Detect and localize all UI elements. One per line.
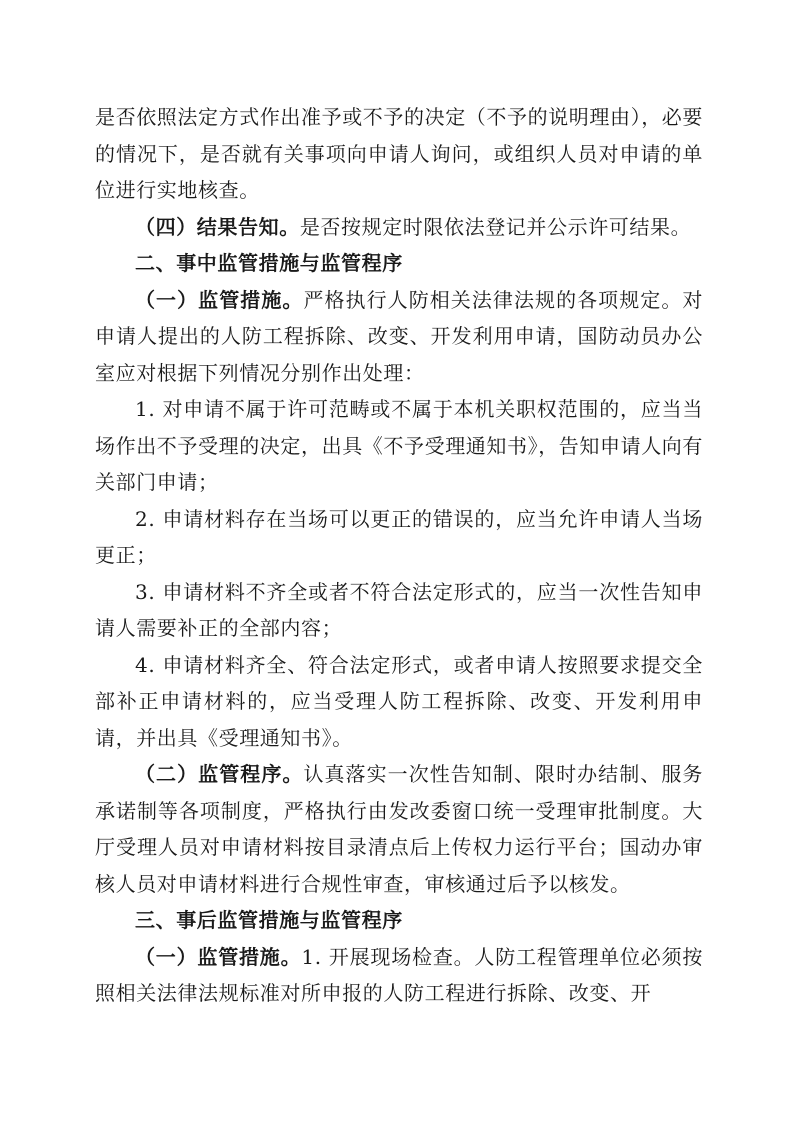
- paragraph-lead: （一）监管措施。: [135, 944, 302, 969]
- list-item-3: [95, 574, 703, 647]
- section-heading-post-process: 三、事后监管措施与监管程序: [135, 908, 403, 932]
- list-item-4: [95, 647, 703, 757]
- paragraph-text: 是否按规定时限依法登记并公示许可结果。: [299, 214, 692, 239]
- list-item-1: [95, 391, 703, 501]
- paragraph-text: 是否依照法定方式作出准予或不予的决定（不予的说明理由），必要的情况下，是否就有关事项向申请人询问，或组织人员对申请的单位进行实地核查。: [95, 105, 703, 202]
- paragraph-result-notice: [95, 209, 703, 246]
- paragraph-post-measures: [95, 939, 703, 1012]
- paragraph-procedure: [95, 756, 703, 902]
- paragraph-text: 认真落实一次性告知制、限时办结制、服务承诺制等各项制度，严格执行由发改委窗口统一受理审批制度。大厅受理人员对申请材料按目录清点后上传权力运行平台；国动办审核人员对申请材料进行合规性审查，审核通过后予以核发。: [95, 762, 703, 896]
- list-item-2: [95, 501, 703, 574]
- list-item-text: 1. 对申请不属于许可范畴或不属于本机关职权范围的，应当当场作出不予受理的决定，出具《不予受理通知书》，告知申请人向有关部门申请；: [95, 397, 703, 494]
- paragraph-lead: （二）监管程序。: [135, 762, 304, 786]
- paragraph-continuation: [95, 99, 703, 209]
- list-item-text: 4. 申请材料齐全、符合法定形式，或者申请人按照要求提交全部补正申请材料的，应当受理人防工程拆除、改变、开发利用申请，并出具《受理通知书》。: [95, 652, 703, 750]
- section-heading-in-process: 二、事中监管措施与监管程序: [135, 251, 403, 275]
- paragraph-measures: [95, 282, 703, 392]
- paragraph-lead: （一）监管措施。: [135, 287, 304, 312]
- document-page: [95, 99, 703, 1012]
- list-item-text: 3. 申请材料不齐全或者不符合法定形式的，应当一次性告知申请人需要补正的全部内容；: [95, 579, 703, 640]
- list-item-text: 2. 申请材料存在当场可以更正的错误的，应当允许申请人当场更正；: [95, 506, 703, 567]
- paragraph-text: 1. 开展现场检查。人防工程管理单位必须按照相关法律法规标准对所申报的人防工程进行拆除、改变、开: [95, 944, 703, 1005]
- paragraph-lead: （四）结果告知。: [135, 214, 300, 239]
- paragraph-text: 严格执行人防相关法律法规的各项规定。对申请人提出的人防工程拆除、改变、开发利用申请，国防动员办公室应对根据下列情况分别作出处理：: [95, 287, 703, 385]
